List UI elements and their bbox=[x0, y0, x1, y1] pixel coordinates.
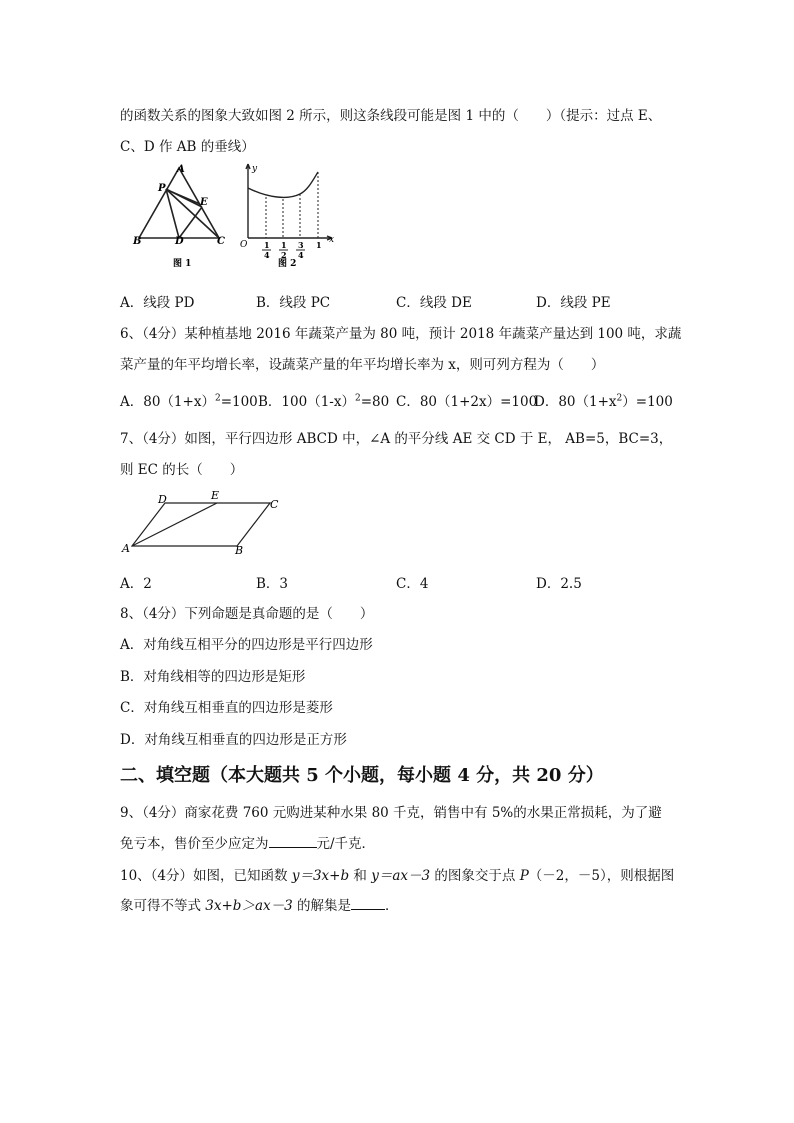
fig1-label-p: P bbox=[158, 183, 166, 194]
q5-option-d: D．线段 PE bbox=[536, 295, 611, 311]
q9-stem-line1: 9、（4分）商家花费 760 元购进某种水果 80 千克，销售中有 5%的水果正常损耗，为了避 bbox=[120, 805, 662, 821]
q7-parallelogram-figure bbox=[120, 486, 290, 558]
fig2-tick-num-2: 1 bbox=[281, 240, 287, 250]
fig1-label-b: B bbox=[133, 236, 142, 247]
fig2-caption: 图 2 bbox=[278, 259, 297, 269]
q5-option-b: B．线段 PC bbox=[256, 295, 331, 311]
fig1-label-e: E bbox=[200, 197, 208, 208]
q8-option-c: C．对角线互相垂直的四边形是菱形 bbox=[120, 700, 333, 716]
q8-option-b: B．对角线相等的四边形是矩形 bbox=[120, 669, 306, 685]
q6-option-b: B．$100(1-x)^2=80$ bbox=[258, 393, 390, 410]
q6-stem-line2: 菜产量的年平均增长率，设蔬菜产量的年平均增长率为 x，则可列方程为（ ） bbox=[120, 357, 605, 373]
q10-stem-line2: 象可得不等式 3x+b＞ax－3 的解集是 ． bbox=[120, 898, 399, 914]
fig2-origin: O bbox=[240, 240, 248, 250]
q5-stem-line2: C、D 作 AB 的垂线） bbox=[120, 139, 255, 155]
q5-figure-2 bbox=[238, 160, 338, 272]
fig1-label-d: D bbox=[175, 236, 184, 247]
q8-option-a: A．对角线互相平分的四边形是平行四边形 bbox=[120, 637, 373, 653]
q5-option-a: A．线段 PD bbox=[120, 295, 195, 311]
fig1-label-c: C bbox=[217, 236, 225, 247]
q7-option-a: A．2 bbox=[120, 576, 152, 592]
q7-label-b: B bbox=[235, 544, 244, 557]
q10-answer-blank[interactable] bbox=[351, 896, 385, 910]
fig2-tick-num-1: 1 bbox=[264, 240, 270, 250]
q5-stem-line1: 的函数关系的图象大致如图 2 所示，则这条线段可能是图 1 中的（ ）（提示：过点 E、 bbox=[120, 108, 662, 124]
q7-option-c: C．4 bbox=[396, 576, 429, 592]
fig2-axis-x: x bbox=[329, 235, 335, 245]
q6-stem-line1: 6、（4分）某种植基地 2016 年蔬菜产量为 80 吨，预计 2018 年蔬菜产量达到 100 吨，求蔬 bbox=[120, 326, 682, 342]
fig2-tick-1: 1 bbox=[316, 240, 322, 250]
q5-figure-1 bbox=[128, 160, 238, 272]
fig1-label-a: A bbox=[177, 164, 185, 175]
q6-option-d: D．$80(1+x^2)=100$ bbox=[534, 393, 673, 410]
q7-label-e: E bbox=[211, 489, 220, 502]
fig2-tick-den-1: 4 bbox=[264, 250, 270, 260]
q7-label-c: C bbox=[270, 498, 279, 511]
q10-stem-line1: 10、（4分）如图，已知函数 y＝3x+b 和 y＝ax－3 的图象交于点 P（－2，－5），则根据图 bbox=[120, 868, 675, 884]
q7-stem-line2: 则 EC 的长（ ） bbox=[120, 462, 244, 478]
q8-option-d: D．对角线互相垂直的四边形是正方形 bbox=[120, 732, 347, 748]
fig2-axis-y: y bbox=[252, 164, 258, 174]
fig2-tick-den-3: 4 bbox=[298, 250, 304, 260]
q9-stem-line2: 免亏本，售价至少应定为 元/千克． bbox=[120, 836, 376, 852]
q7-label-a: A bbox=[122, 542, 130, 555]
q7-option-b: B．3 bbox=[256, 576, 289, 592]
q9-answer-blank[interactable] bbox=[269, 834, 317, 848]
section-2-heading: 二、填空题（本大题共 5 个小题，每小题 4 分，共 20 分） bbox=[120, 765, 604, 786]
q8-stem: 8、（4分）下列命题是真命题的是（ ） bbox=[120, 606, 374, 622]
q6-option-c: C．80（1+2x）=100 bbox=[396, 394, 538, 410]
q7-option-d: D．2.5 bbox=[536, 576, 582, 592]
fig2-tick-num-3: 3 bbox=[298, 240, 304, 250]
fig1-caption: 图 1 bbox=[173, 259, 192, 269]
q5-option-c: C．线段 DE bbox=[396, 295, 472, 311]
q7-stem-line1: 7、（4分）如图，平行四边形 ABCD 中，∠A 的平分线 AE 交 CD 于 E， AB=5，BC=3， bbox=[120, 431, 673, 447]
fig2-tick-den-2: 2 bbox=[281, 250, 287, 260]
q6-option-a: A．$80(1+x)^2=100$ bbox=[120, 393, 258, 410]
q7-label-d: D bbox=[158, 493, 167, 506]
